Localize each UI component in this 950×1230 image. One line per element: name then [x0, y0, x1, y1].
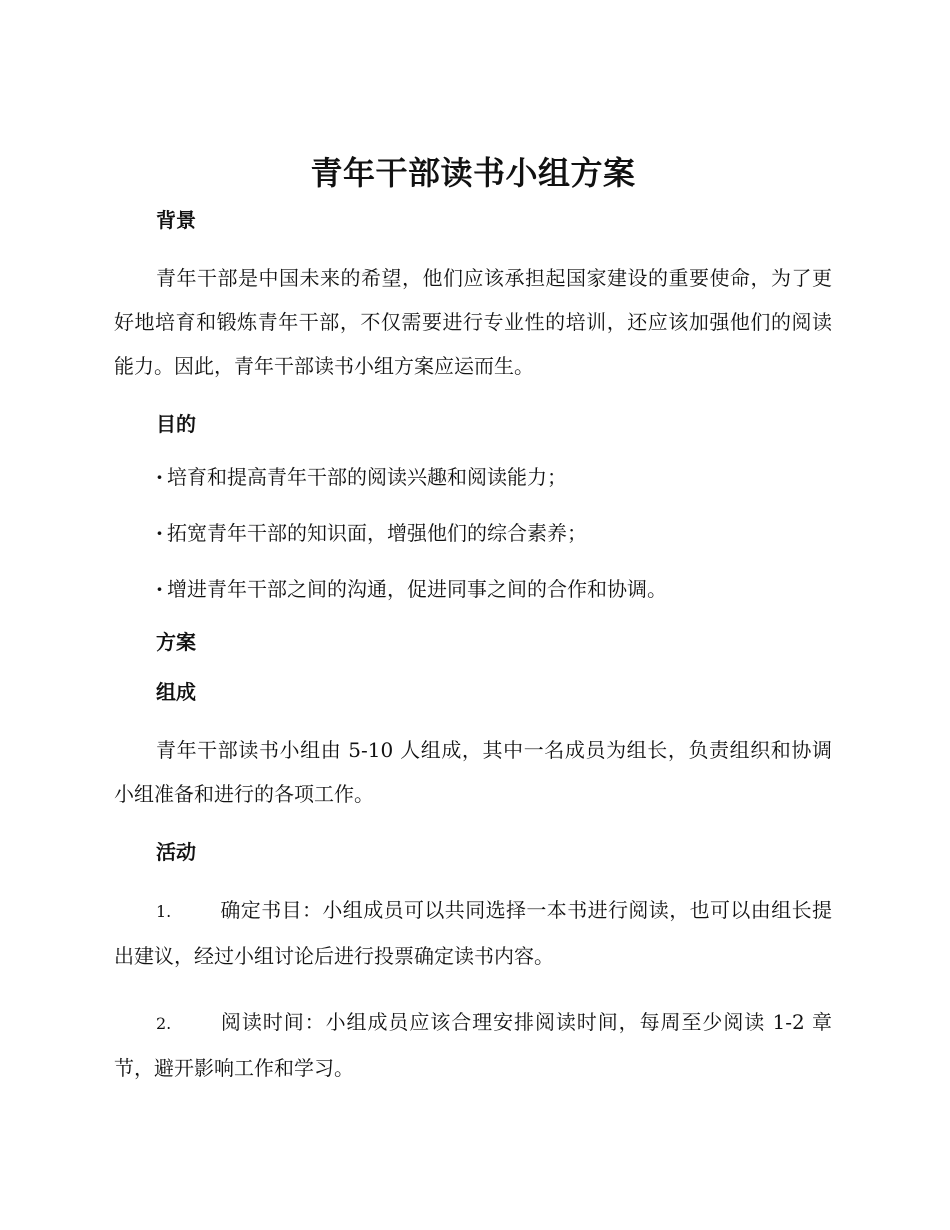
purpose-list-item	[156, 572, 832, 606]
section-heading-purpose: 目的	[156, 412, 196, 436]
activity-text: 确定书目：小组成员可以共同选择一本书进行阅读，也可以由组长提出建议，经过小组讨论后进行投票确定读书内容。	[114, 898, 832, 968]
bullet-dot-icon: ·	[156, 577, 163, 601]
activity-text: 阅读时间：小组成员应该合理安排阅读时间，每周至少阅读 1-2 章节，避开影响工作和学习。	[114, 1010, 832, 1080]
bullet-dot-icon: ·	[156, 521, 163, 545]
activity-list-item	[114, 1000, 832, 1090]
activity-list-item	[114, 888, 832, 978]
section-heading-background: 背景	[156, 208, 196, 232]
section-heading-composition: 组成	[156, 680, 196, 704]
composition-paragraph: 青年干部读书小组由 5-10 人组成，其中一名成员为组长，负责组织和协调小组准备和进行的各项工作。	[114, 738, 832, 806]
activity-number: 2.	[156, 1014, 172, 1033]
purpose-item-text: 培育和提高青年干部的阅读兴趣和阅读能力；	[166, 465, 567, 489]
purpose-item-text: 拓宽青年干部的知识面，增强他们的综合素养；	[166, 521, 587, 545]
purpose-item-text: 增进青年干部之间的沟通，促进同事之间的合作和协调。	[166, 577, 667, 601]
document-title: 青年干部读书小组方案	[310, 154, 636, 192]
section-heading-activities: 活动	[156, 840, 196, 864]
purpose-list-item	[156, 516, 832, 550]
activity-number: 1.	[156, 902, 172, 921]
purpose-list-item	[156, 460, 832, 494]
section-heading-plan: 方案	[156, 630, 196, 654]
background-paragraph: 青年干部是中国未来的希望，他们应该承担起国家建设的重要使命，为了更好地培育和锻炼青年干部，不仅需要进行专业性的培训，还应该加强他们的阅读能力。因此，青年干部读书小组方案应运而生。	[114, 266, 832, 378]
bullet-dot-icon: ·	[156, 465, 163, 489]
